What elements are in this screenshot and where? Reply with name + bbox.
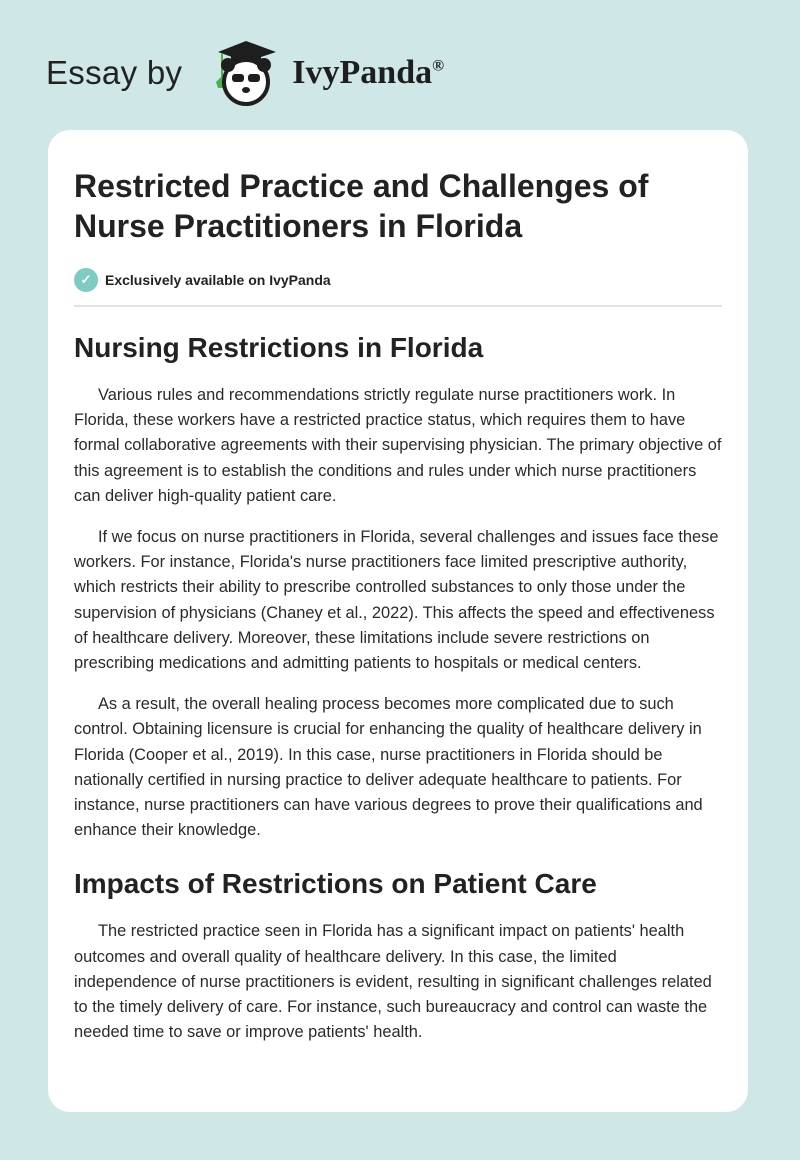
badge-label: Exclusively available on IvyPanda [105, 272, 331, 288]
essay-card [48, 130, 748, 1112]
paragraph: As a result, the overall healing process becomes more complicated due to such control. Obtaining licensure is crucial for enhancing the quality of healthcare delivery in Florida (Cooper et al., 2019). In this case, nurse practitioners in Florida should be nationally certified in nursing practice to deliver adequate healthcare to patients. For instance, nurse practitioners can have various degrees to prove their qualifications and enhance their knowledge. [74, 695, 703, 840]
essay-title: Restricted Practice and Challenges of Nurse Practitioners in Florida [74, 168, 649, 244]
ivypanda-logo-icon[interactable] [198, 38, 290, 108]
paragraph: The restricted practice seen in Florida has a significant impact on patients' health outcomes and overall quality of healthcare delivery. In this case, the limited independence of nurse practitioners is evident, resulting in significant challenges related to the timely delivery of care. For instance, such bureaucracy and control can waste the needed time to save or improve patients' health. [74, 922, 712, 1042]
registered-mark: ® [432, 57, 445, 75]
divider [74, 305, 722, 307]
check-circle-icon: ✓ [74, 268, 98, 292]
section-heading: Nursing Restrictions in Florida [74, 332, 484, 363]
section-heading: Impacts of Restrictions on Patient Care [74, 868, 597, 900]
essay-by-label: Essay by [46, 54, 183, 91]
exclusive-badge [74, 268, 722, 292]
brand-name[interactable] [292, 54, 444, 92]
site-header [46, 38, 444, 108]
brand-text: IvyPanda [292, 54, 433, 91]
paragraph: Various rules and recommendations strictly regulate nurse practitioners work. In Florida, these workers have a restricted practice status, which requires them to have formal collaborative agreements with their supervising physician. The primary objective of this agreement is to establish the conditions and rules under which nurse practitioners can deliver high-quality patient care. [74, 386, 722, 505]
paragraph: If we focus on nurse practitioners in Florida, several challenges and issues face these workers. For instance, Florida's nurse practitioners face limited prescriptive authority, which restricts their ability to prescribe controlled substances to only those under the supervision of physicians (Chaney et al., 2022). This affects the speed and effectiveness of healthcare delivery. Moreover, these limitations include severe restrictions on prescribing medications and admitting patients to hospitals or medical centers. [74, 528, 719, 673]
